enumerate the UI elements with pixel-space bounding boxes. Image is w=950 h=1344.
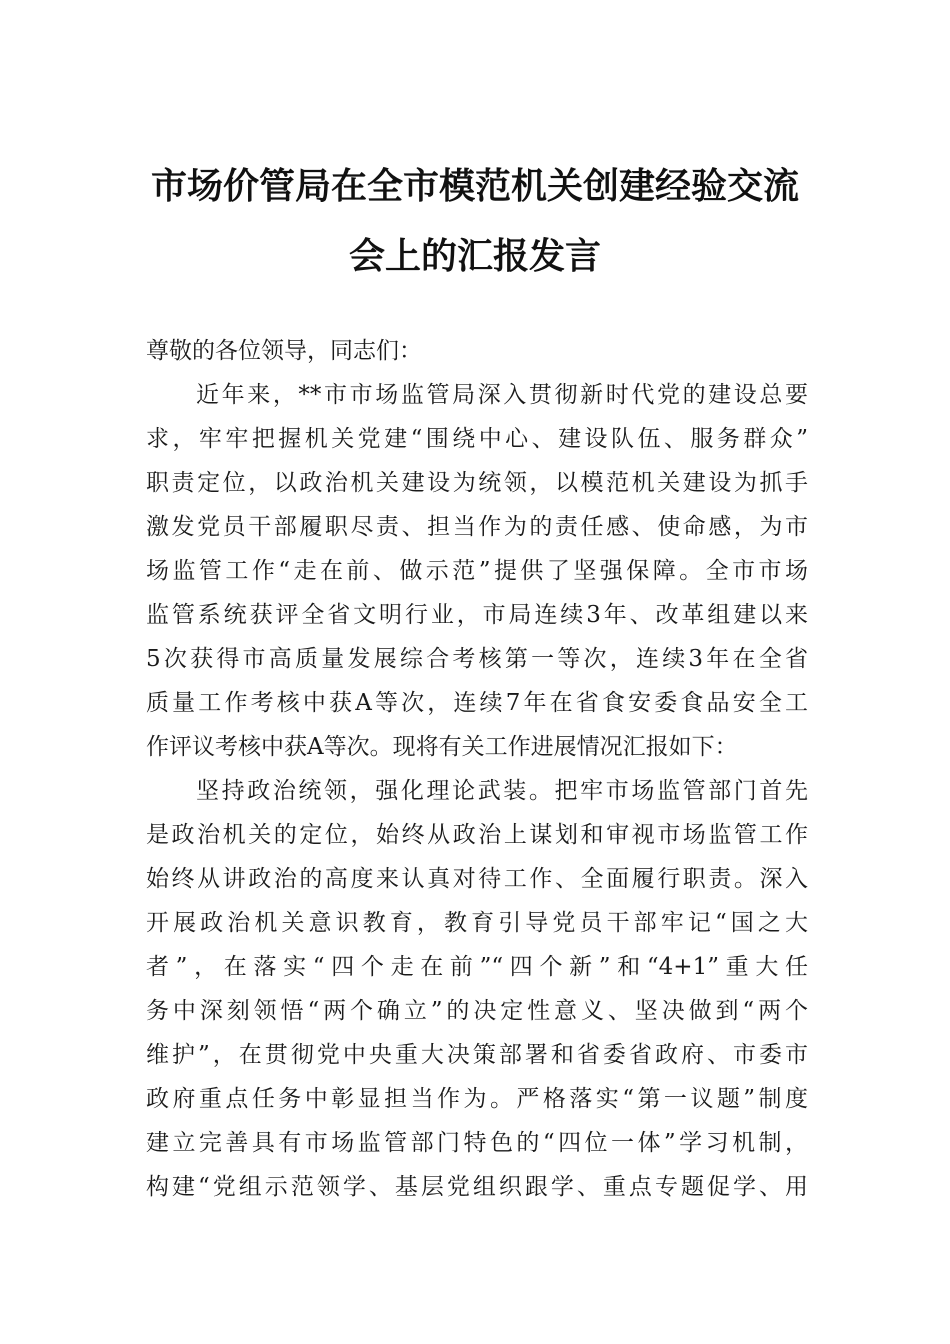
paragraph-line: 构建“党组示范领学、基层党组织跟学、重点专题促学、用	[146, 1174, 808, 1200]
paragraph-line: 维护”，在贯彻党中央重大决策部署和省委省政府、市委市	[146, 1042, 808, 1068]
paragraph-line: 监管系统获评全省文明行业，市局连续3年、改革组建以来	[146, 602, 808, 628]
paragraph-line: 始终从讲政治的高度来认真对待工作、全面履行职责。深入	[146, 866, 808, 892]
paragraph-line: 政府重点任务中彰显担当作为。严格落实“第一议题”制度	[146, 1086, 808, 1112]
paragraph-line: 近年来，**市市场监管局深入贯彻新时代党的建设总要	[196, 382, 808, 408]
paragraph-line: 是政治机关的定位，始终从政治上谋划和审视市场监管工作	[146, 822, 808, 848]
paragraph-line: 质量工作考核中获A等次，连续7年在省食安委食品安全工	[146, 690, 808, 716]
document-title-line-2: 会上的汇报发言	[348, 235, 601, 277]
paragraph-line: 者”，在落实“四个走在前”“四个新”和“4+1”重大任	[146, 954, 808, 980]
paragraph-line: 开展政治机关意识教育，教育引导党员干部牢记“国之大	[146, 910, 808, 936]
paragraph-line: 建立完善具有市场监管部门特色的“四位一体”学习机制，	[146, 1130, 808, 1156]
paragraph-line: 坚持政治统领，强化理论武装。把牢市场监管部门首先	[196, 778, 808, 804]
paragraph-line: 职责定位，以政治机关建设为统领，以模范机关建设为抓手	[146, 470, 808, 496]
salutation: 尊敬的各位领导，同志们：	[146, 338, 422, 364]
paragraph-line: 务中深刻领悟“两个确立”的决定性意义、坚决做到“两个	[146, 998, 808, 1024]
paragraph-line: 求，牢牢把握机关党建“围绕中心、建设队伍、服务群众”	[146, 426, 808, 452]
paragraph-line: 场监管工作“走在前、做示范”提供了坚强保障。全市市场	[146, 558, 808, 584]
paragraph-line: 激发党员干部履职尽责、担当作为的责任感、使命感，为市	[146, 514, 808, 540]
document-title-line-1: 市场价管局在全市模范机关创建经验交流	[150, 165, 799, 207]
paragraph-line: 5次获得市高质量发展综合考核第一等次，连续3年在全省	[146, 646, 808, 672]
paragraph-line: 作评议考核中获A等次。现将有关工作进展情况汇报如下：	[146, 734, 738, 760]
